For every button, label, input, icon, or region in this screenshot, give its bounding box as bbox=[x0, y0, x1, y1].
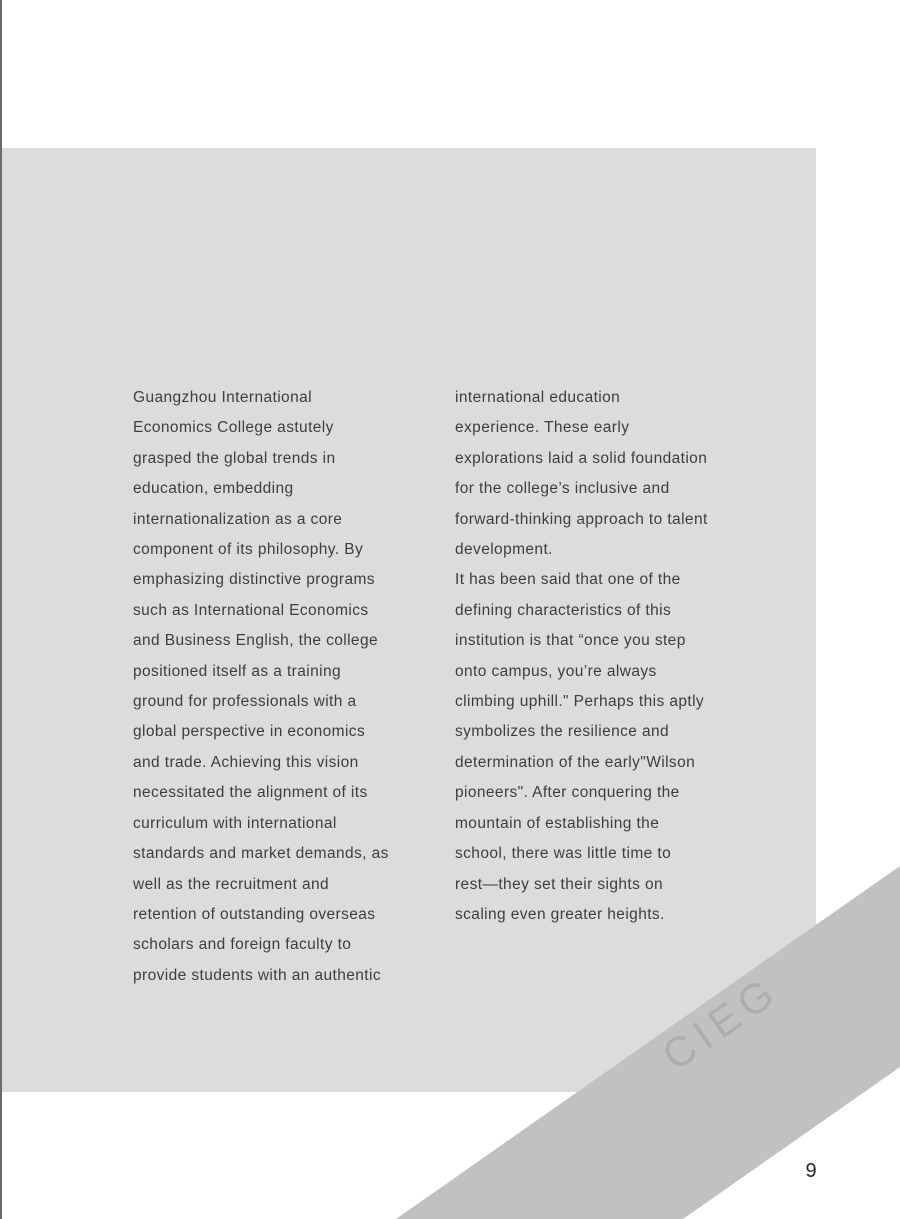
text-line: for the college’s inclusive and bbox=[455, 480, 670, 498]
text-line: mountain of establishing the bbox=[455, 814, 660, 832]
text-line: education, embedding bbox=[133, 480, 294, 498]
text-line: standards and market demands, as bbox=[133, 845, 389, 863]
text-line: explorations laid a solid foundation bbox=[455, 449, 708, 467]
text-line: onto campus, you’re always bbox=[455, 662, 657, 680]
text-line: positioned itself as a training bbox=[133, 662, 341, 680]
text-line: well as the recruitment and bbox=[133, 875, 330, 893]
text-line: It has been said that one of the bbox=[455, 571, 681, 589]
text-line: global perspective in economics bbox=[133, 723, 366, 741]
text-line: Economics College astutely bbox=[133, 419, 334, 437]
text-line: pioneers". After conquering the bbox=[455, 784, 680, 802]
text-line: determination of the early"Wilson bbox=[455, 753, 696, 771]
text-line: Guangzhou International bbox=[133, 389, 312, 406]
text-line: component of its philosophy. By bbox=[133, 541, 364, 559]
text-line: experience. These early bbox=[455, 419, 630, 437]
text-line: rest—they set their sights on bbox=[455, 875, 664, 893]
text-line: climbing uphill." Perhaps this aptly bbox=[455, 693, 705, 711]
text-line: institution is that “once you step bbox=[455, 632, 686, 650]
page-number: 9 bbox=[805, 1160, 817, 1182]
text-line: international education bbox=[455, 389, 621, 406]
left-edge-line bbox=[0, 0, 2, 1219]
text-line: such as International Economics bbox=[133, 601, 369, 619]
text-line: defining characteristics of this bbox=[455, 601, 672, 619]
text-line: ground for professionals with a bbox=[133, 693, 357, 711]
text-line: internationalization as a core bbox=[133, 510, 343, 528]
cieg-watermark: CIEG bbox=[653, 965, 788, 1080]
text-line: and trade. Achieving this vision bbox=[133, 753, 359, 771]
text-line: forward-thinking approach to talent bbox=[455, 510, 708, 528]
text-column-left bbox=[133, 383, 423, 991]
text-line: necessitated the alignment of its bbox=[133, 784, 368, 802]
text-line: and Business English, the college bbox=[133, 632, 378, 650]
text-line: scaling even greater heights. bbox=[455, 905, 665, 923]
text-line: grasped the global trends in bbox=[133, 449, 336, 467]
text-line: development. bbox=[455, 541, 553, 559]
text-line: retention of outstanding overseas bbox=[133, 905, 376, 923]
text-line: scholars and foreign faculty to bbox=[133, 936, 352, 954]
text-line: school, there was little time to bbox=[455, 845, 672, 863]
text-column-right bbox=[455, 383, 745, 930]
text-line: symbolizes the resilience and bbox=[455, 723, 670, 741]
text-line: emphasizing distinctive programs bbox=[133, 571, 375, 589]
text-line: provide students with an authentic bbox=[133, 966, 381, 984]
text-line: curriculum with international bbox=[133, 814, 337, 832]
